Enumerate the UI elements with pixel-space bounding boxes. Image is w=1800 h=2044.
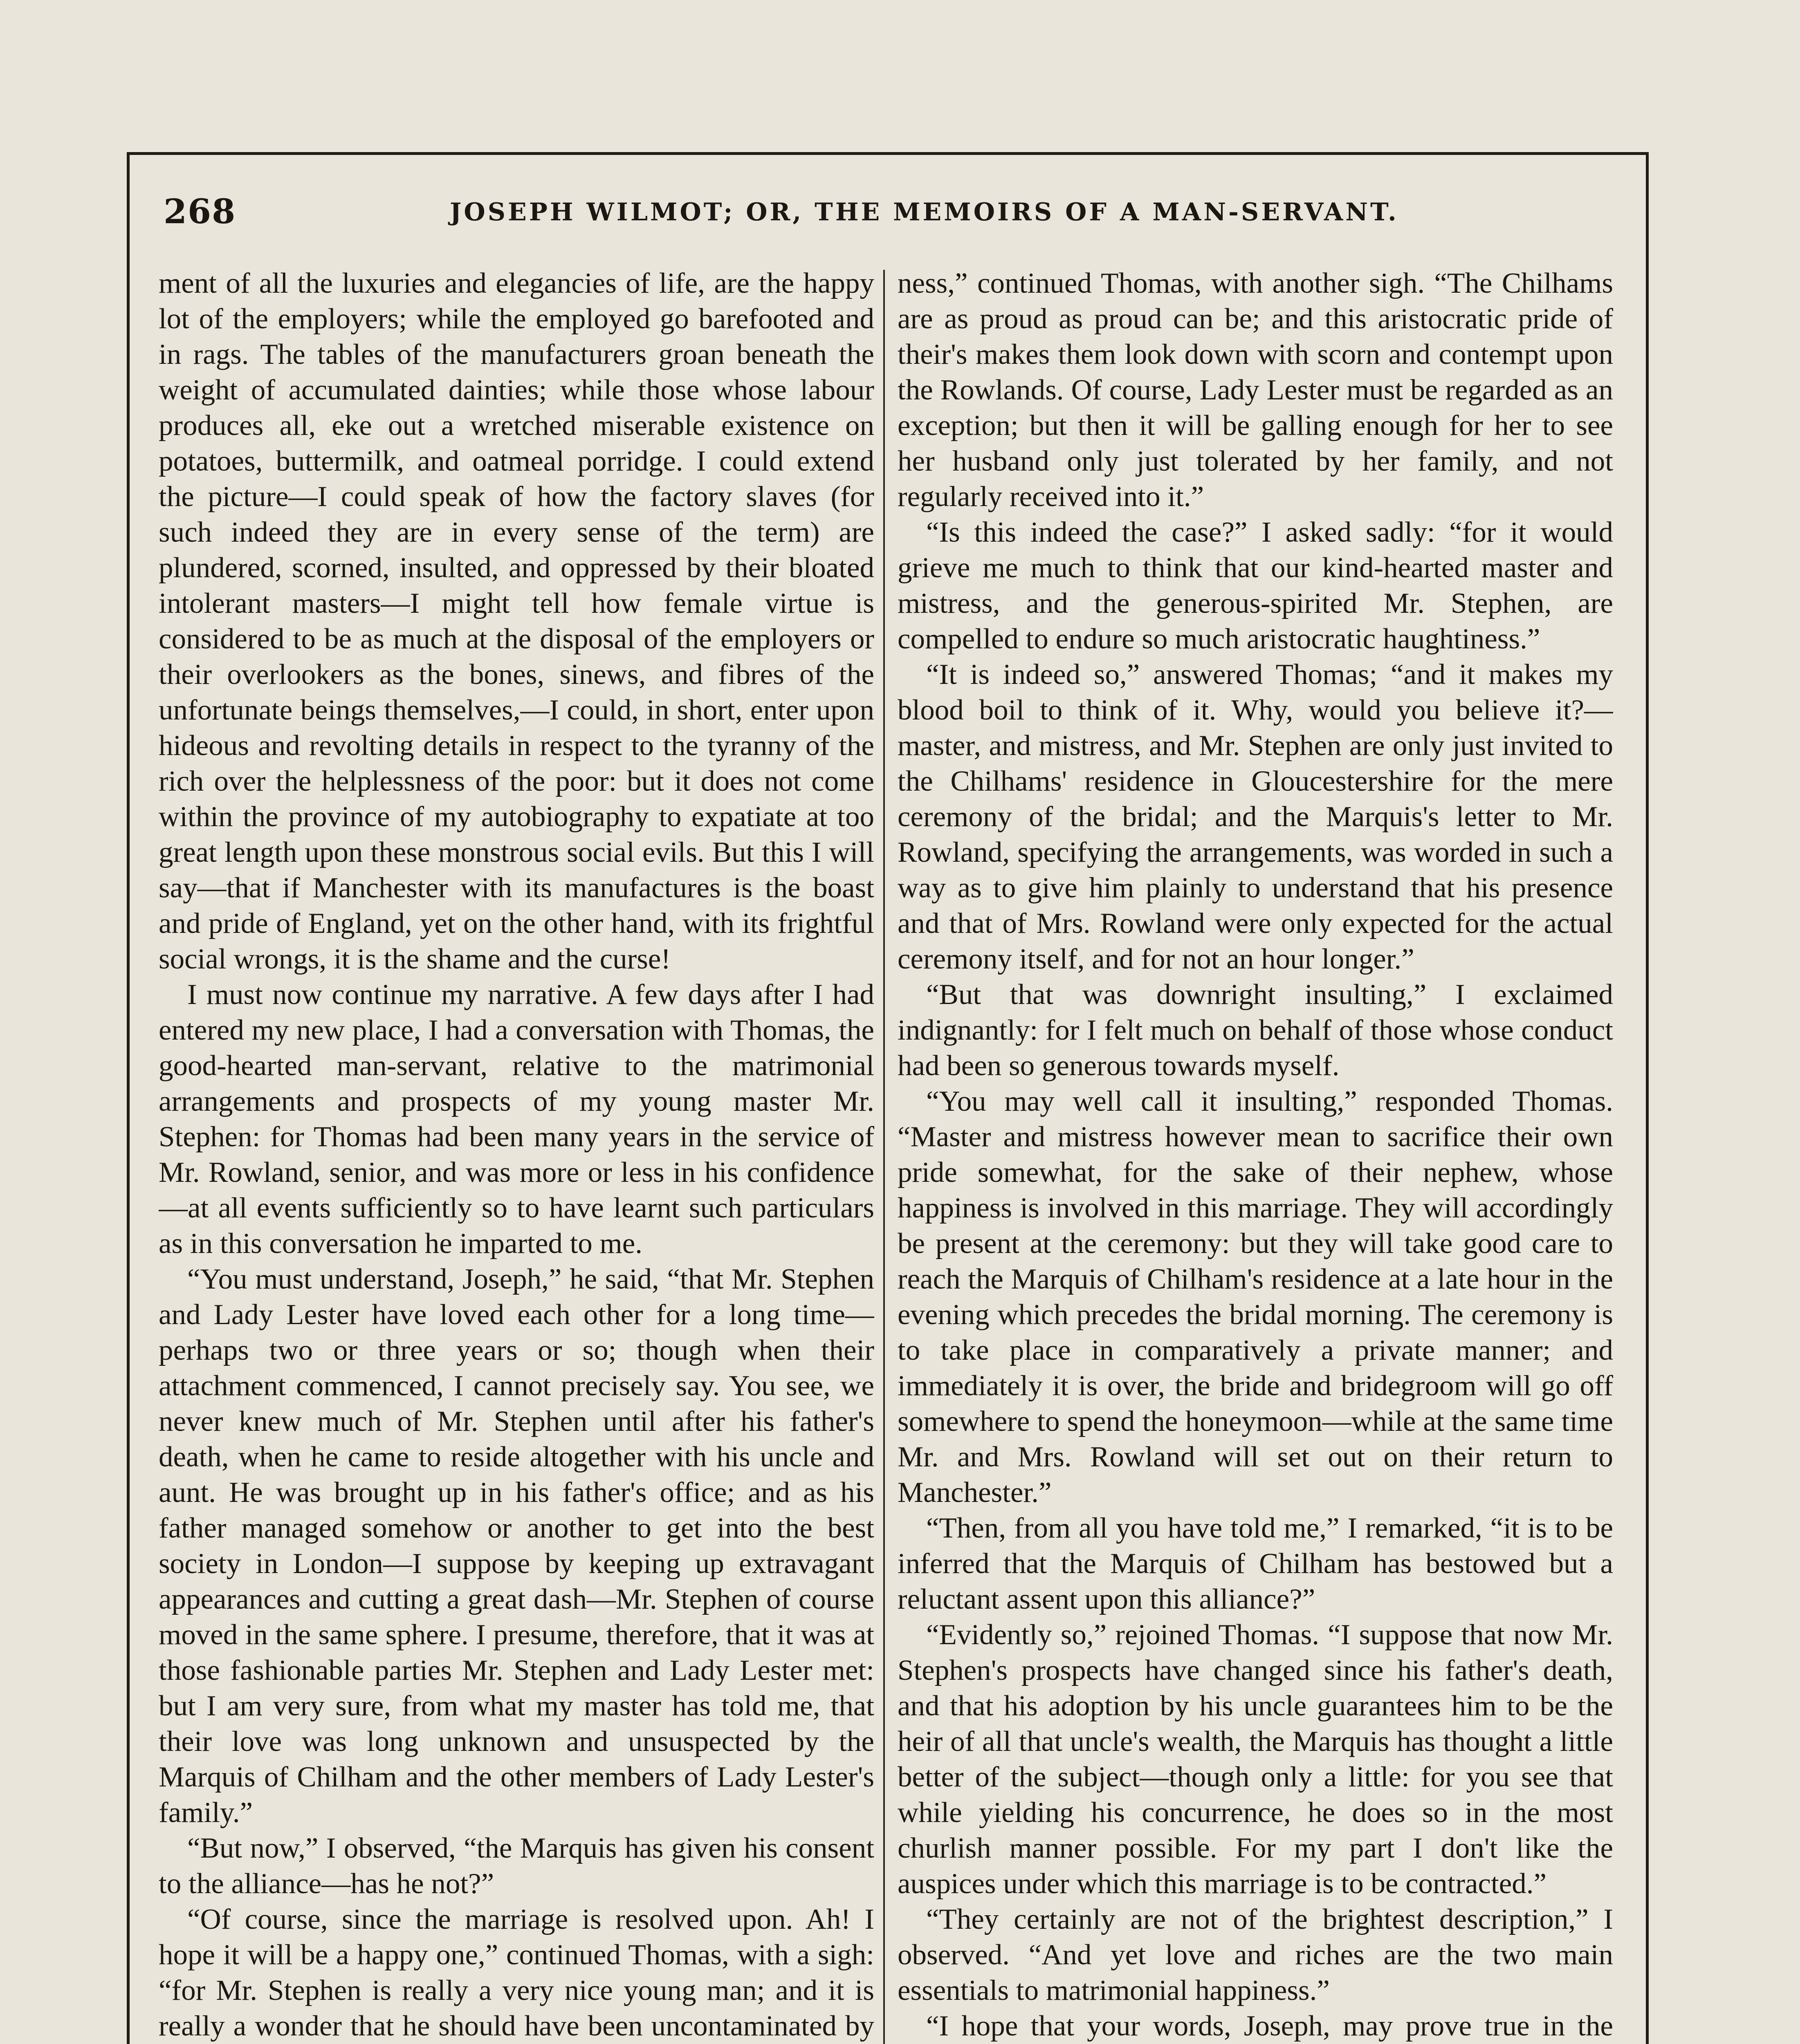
column-divider	[883, 270, 885, 2044]
page-number: 268	[164, 192, 236, 231]
paragraph: “It is indeed so,” answered Thomas; “and it makes my blood boil to think of it. Why, would you believe it?—master, and mistress, and Mr. Stephen are only just invited to the Chilhams' residence in Gloucestershire for the mere ceremony of the bridal; and the Marquis's letter to Mr. Rowland, specifying the arrangements, was worded in such a way as to give him plainly to understand that his presence and that of Mrs. Rowland were only expected for the actual ceremony itself, and for not an hour longer.”	[898, 659, 1613, 975]
paragraph: I must now continue my narrative. A few days after I had entered my new place, I had a conversation with Thomas, the good-hearted man-servant, relative to the matrimonial arrangements and prospects of my young master Mr. Stephen: for Thomas had been many years in the service of Mr. Rowland, senior, and was more or less in his confidence—at all events sufficiently so to have learnt such particulars as in this conversation he imparted to me.	[159, 979, 874, 1260]
left-column	[159, 266, 874, 2044]
paragraph: ment of all the luxuries and elegancies of life, are the happy lot of the employers; while the employed go barefooted and in rags. The tables of the manufacturers groan beneath the weight of accumulated dainties; while those whose labour produces all, eke out a wretched miserable existence on potatoes, buttermilk, and oatmeal porridge. I could extend the picture—I could speak of how the factory slaves (for such indeed they are in every sense of the term) are plundered, scorned, insulted, and oppressed by their bloated intolerant masters—I might tell how female virtue is considered to be as much at the disposal of the employers or their overlookers as the bones, sinews, and fibres of the unfortunate beings themselves,—I could, in short, enter upon hideous and revolting details in respect to the tyranny of the rich over the helplessness of the poor: but it does not come within the province of my autobiography to expatiate at too great length upon these monstrous social evils. But this I will say—that if Manchester with its manufactures is the boast and pride of England, yet on the other hand, with its frightful social wrongs, it is the shame and the curse!	[159, 267, 874, 975]
right-column	[898, 266, 1613, 2044]
paragraph: “Is this indeed the case?” I asked sadly: “for it would grieve me much to think that our kind-hearted master and mistress, and the generous-spirited Mr. Stephen, are compelled to endure so much aristocratic haughtiness.”	[898, 516, 1613, 655]
paragraph: “I hope that your words, Joseph, may prove true in the	[926, 2010, 1613, 2042]
paragraph: “Of course, since the marriage is resolved upon. Ah! I hope it will be a happy one,” continued Thomas, with a sigh: “for Mr. Stephen is really a very nice young man; and it is really a wonder that he should have been uncontaminated by	[159, 1903, 874, 2042]
paragraph: “Evidently so,” rejoined Thomas. “I suppose that now Mr. Stephen's prospects have changed since his father's death, and that his adoption by his uncle guarantees him to be the heir of all that uncle's wealth, the Marquis has thought a little better of the subject—though only a little: for you see that while yielding his concurrence, he does so in the most churlish manner possible. For my part I don't like the auspices under which this marriage is to be contracted.”	[898, 1619, 1613, 1900]
paragraph: “You may well call it insulting,” responded Thomas. “Master and mistress however mean to sacrifice their own pride somewhat, for the sake of their nephew, whose happiness is involved in this marriage. They will accordingly be present at the ceremony: but they will take good care to reach the Marquis of Chilham's residence at a late hour in the evening which precedes the bridal morning. The ceremony is to take place in comparatively a private manner; and immediately it is over, the bride and bridegroom will go off somewhere to spend the honeymoon—while at the same time Mr. and Mrs. Rowland will set out on their return to Manchester.”	[898, 1085, 1613, 1508]
paragraph: ness,” continued Thomas, with another sigh. “The Chilhams are as proud as proud can be; and this aristocratic pride of their's makes them look down with scorn and contempt upon the Rowlands. Of course, Lady Lester must be regarded as an exception; but then it will be galling enough for her to see her husband only just tolerated by her family, and not regularly received into it.”	[898, 267, 1613, 513]
paragraph: “Then, from all you have told me,” I remarked, “it is to be inferred that the Marquis of Chilham has bestowed but a reluctant assent upon this alliance?”	[898, 1512, 1613, 1615]
paragraph: “You must understand, Joseph,” he said, “that Mr. Stephen and Lady Lester have loved each other for a long time—perhaps two or three years or so; though when their attachment commenced, I cannot precisely say. You see, we never knew much of Mr. Stephen until after his father's death, when he came to reside altogether with his uncle and aunt. He was brought up in his father's office; and as his father managed somehow or another to get into the best society in London—I suppose by keeping up extravagant appearances and cutting a great dash—Mr. Stephen of course moved in the same sphere. I presume, therefore, that it was at those fashionable parties Mr. Stephen and Lady Lester met: but I am very sure, from what my master has told me, that their love was long unknown and unsuspected by the Marquis of Chilham and the other members of Lady Lester's family.”	[159, 1263, 874, 1829]
page-header	[164, 192, 1619, 241]
running-title: JOSEPH WILMOT; OR, THE MEMOIRS OF A MAN-SERVANT.	[450, 198, 1399, 226]
paragraph: “But now,” I observed, “the Marquis has given his consent to the alliance—has he not?”	[159, 1832, 874, 1900]
paragraph: “They certainly are not of the brightest description,” I observed. “And yet love and riches are the two main essentials to matrimonial happiness.”	[898, 1903, 1613, 2006]
paragraph: “But that was downright insulting,” I exclaimed indignantly: for I felt much on behalf of those whose conduct had been so generous towards myself.	[898, 979, 1613, 1082]
